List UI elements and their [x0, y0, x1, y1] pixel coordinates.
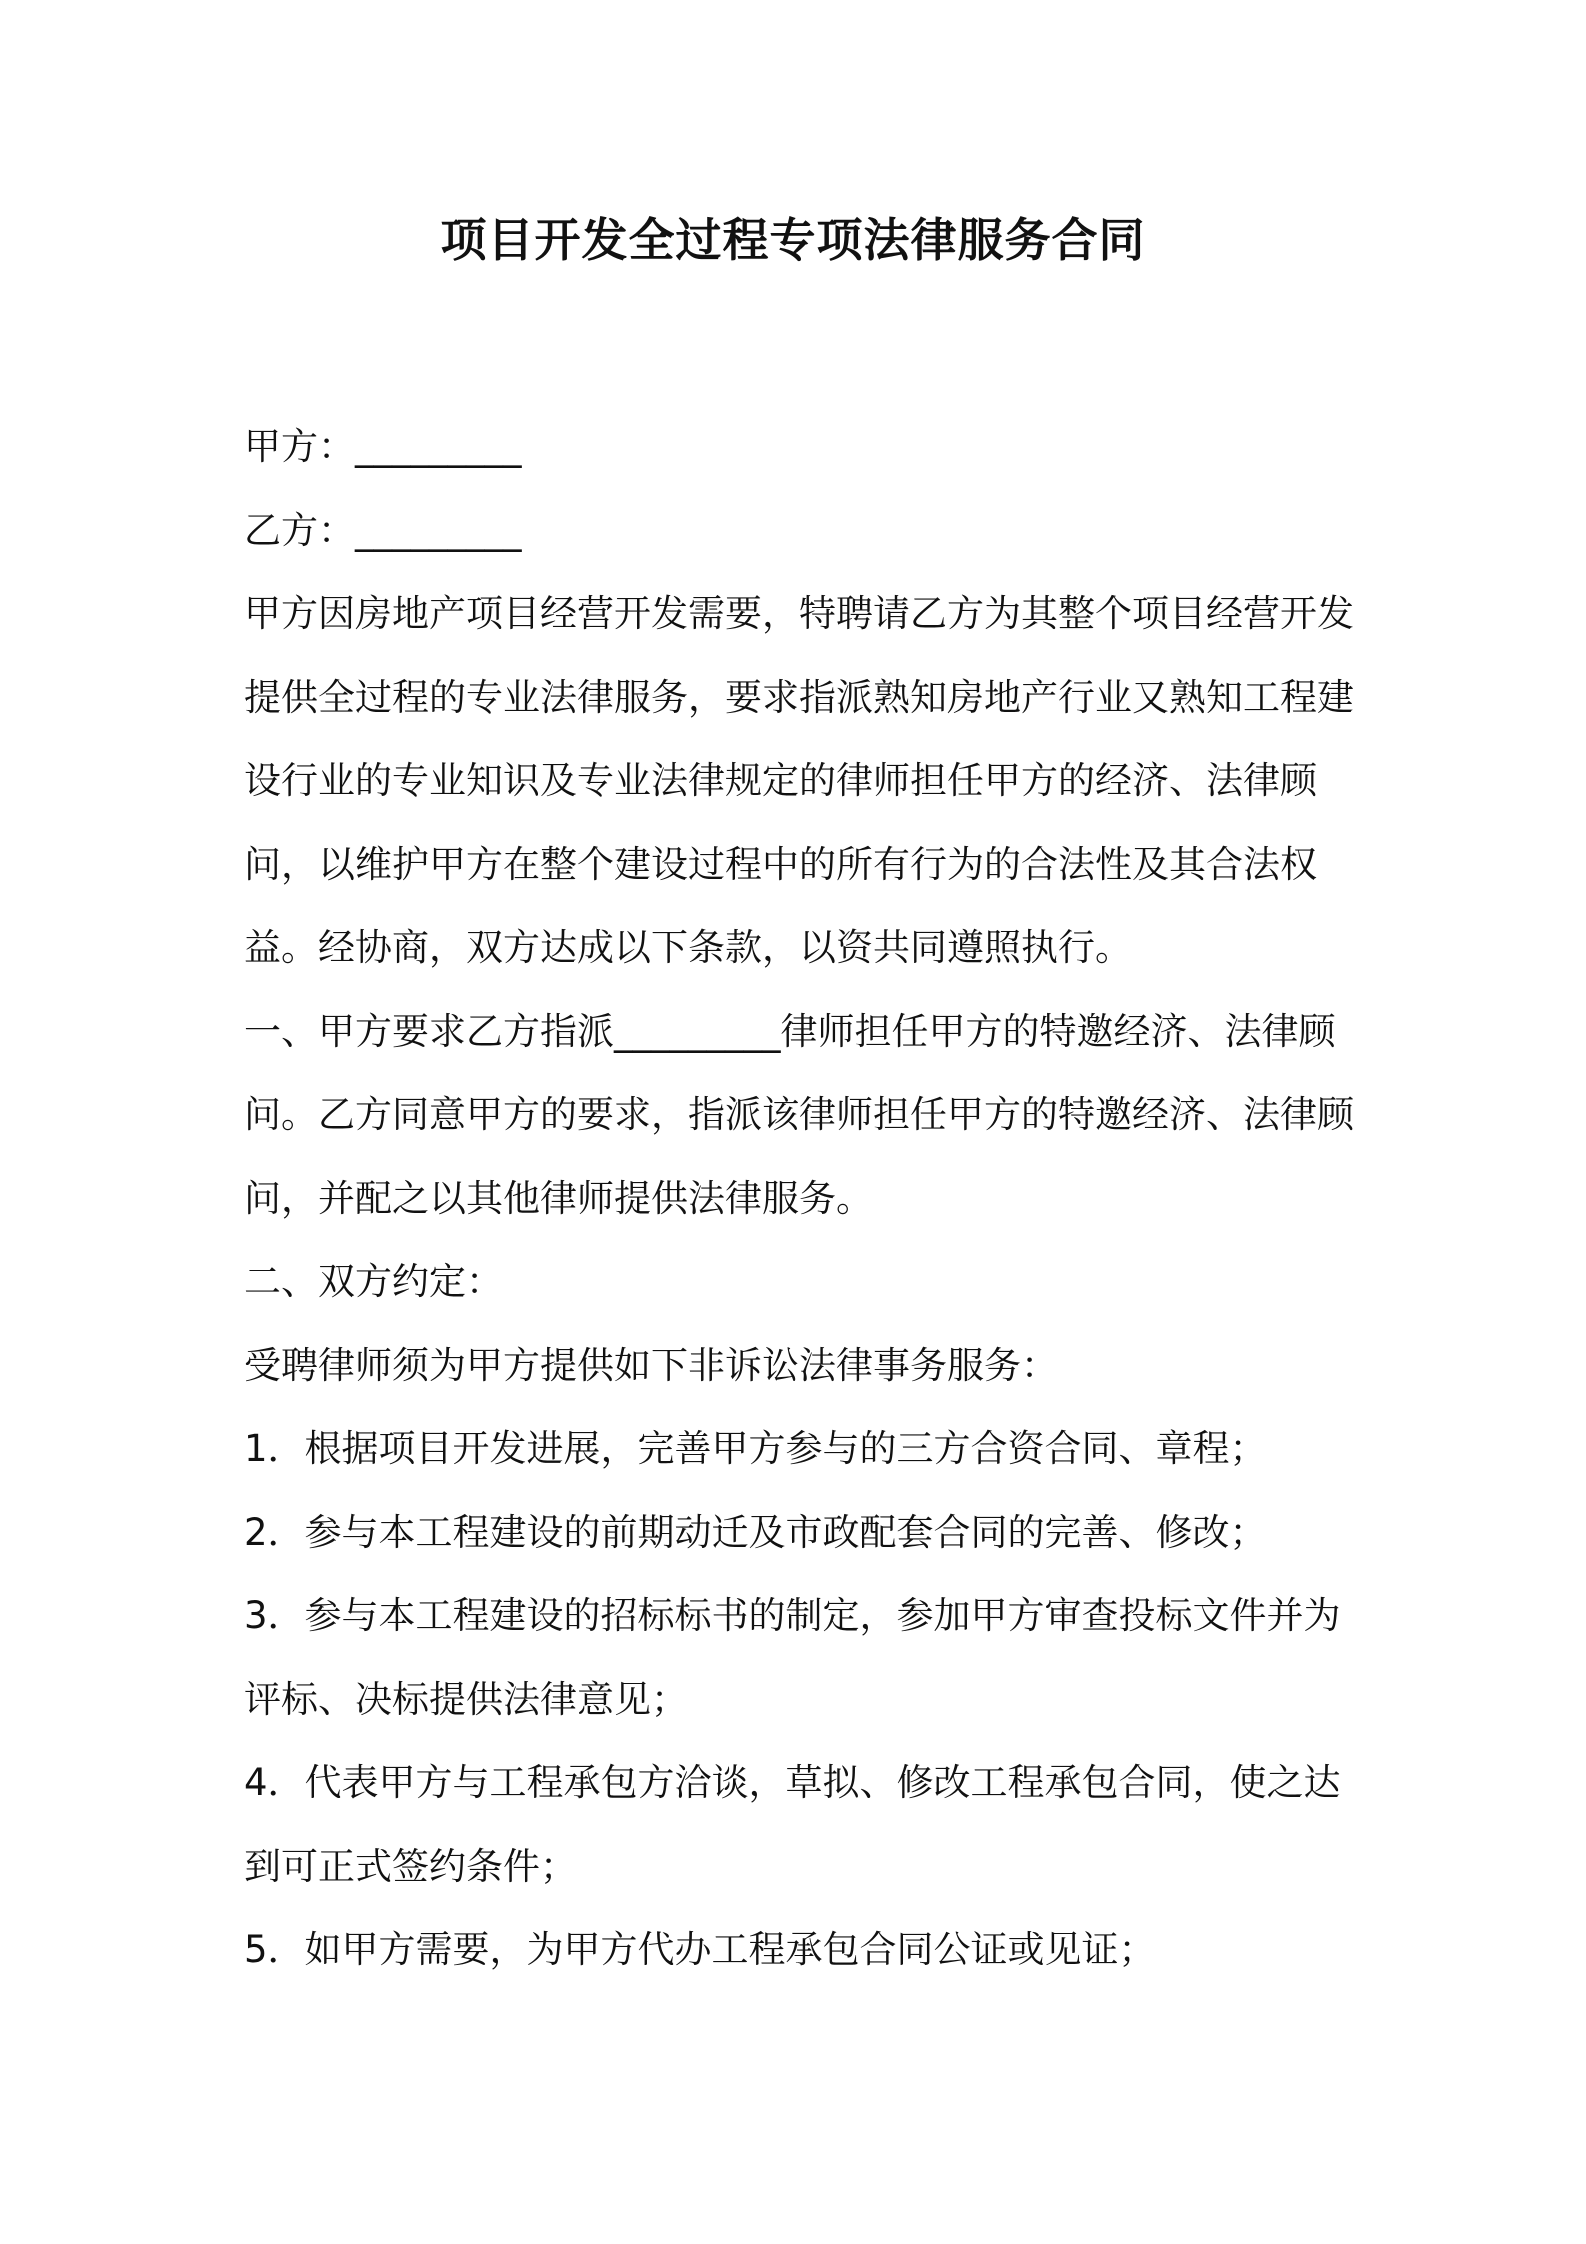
party-a-line: 甲方：_________: [244, 425, 522, 468]
document-title: 项目开发全过程专项法律服务合同: [440, 213, 1146, 267]
clause-2-heading: 二、双方约定：: [244, 1260, 503, 1303]
party-b-line: 乙方：_________: [244, 508, 522, 552]
document-body: [244, 405, 1364, 1992]
preamble-paragraph: 甲方因房地产项目经营开发需要，特聘请乙方为其整个项目经营开发提供全过程的专业法律服务，要求指派熟知房地产行业又熟知工程建设行业的专业知识及专业法律规定的律师担任甲方的经济、法律顾问，以维护甲方在整个建设过程中的所有行为的合法性及其合法权益。经协商，双方达成以下条款，以资共同遵照执行。: [244, 592, 1354, 969]
list-item: 1．根据项目开发进展，完善甲方参与的三方合资合同、章程；: [244, 1427, 1267, 1470]
list-item: 2．参与本工程建设的前期动迁及市政配套合同的完善、修改；: [244, 1510, 1267, 1554]
clause-1-paragraph: 一、甲方要求乙方指派_________律师担任甲方的特邀经济、法律顾问。乙方同意甲方的要求，指派该律师担任甲方的特邀经济、法律顾问，并配之以其他律师提供法律服务。: [244, 1009, 1354, 1220]
list-item: 5．如甲方需要，为甲方代办工程承包合同公证或见证；: [244, 1928, 1156, 1971]
list-item: 3．参与本工程建设的招标标书的制定，参加甲方审查投标文件并为评标、决标提供法律意见；: [244, 1594, 1341, 1721]
clause-2-intro: 受聘律师须为甲方提供如下非诉讼法律事务服务：: [244, 1343, 1058, 1387]
list-item: 4．代表甲方与工程承包方洽谈，草拟、修改工程承包合同，使之达到可正式签约条件；: [244, 1761, 1341, 1888]
